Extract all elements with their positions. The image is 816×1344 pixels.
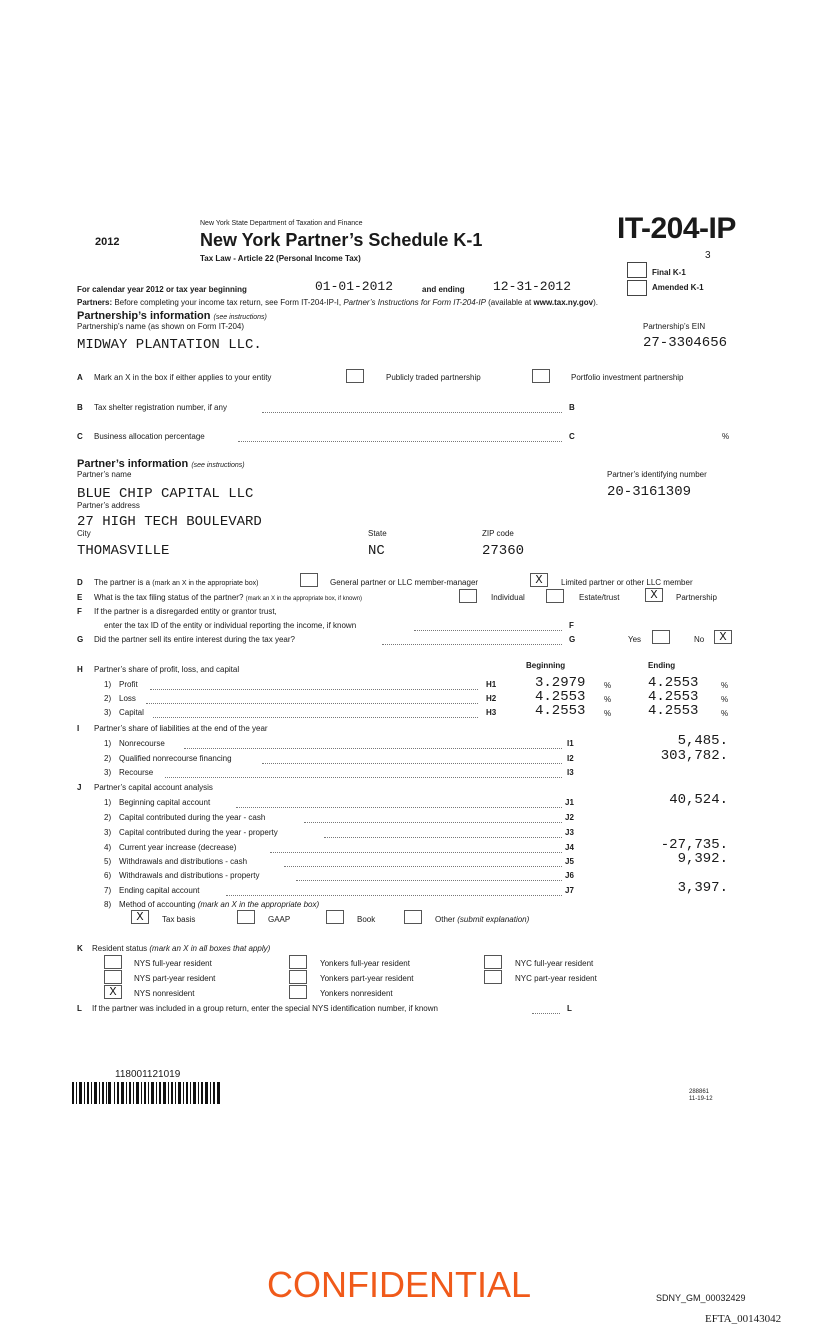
amended-k1-checkbox[interactable] (627, 280, 647, 296)
h3-label: Capital (119, 708, 144, 717)
nys-nonresident-label: NYS nonresident (134, 989, 195, 998)
partner-address-label: Partner’s address (77, 501, 140, 510)
j7-code: J7 (565, 886, 574, 895)
h2-begin: 4.2553 (535, 689, 586, 705)
line-l-text: If the partner was included in a group return, enter the special NYS identification number, if known (92, 1004, 438, 1013)
yonkers-full-year-label: Yonkers full-year resident (320, 959, 410, 968)
j4-label: Current year increase (decrease) (119, 843, 237, 852)
line-c-pct: % (722, 432, 730, 441)
h2-label: Loss (119, 694, 136, 703)
barcode-image (72, 1082, 220, 1104)
j5-label: Withdrawals and distributions - cash (119, 857, 248, 866)
j6-label: Withdrawals and distributions - property (119, 871, 260, 880)
i3-num: 3) (104, 768, 112, 777)
j7-num: 7) (104, 886, 112, 895)
nyc-full-year-label: NYC full-year resident (515, 959, 594, 968)
h2-num: 2) (104, 694, 112, 703)
period-begin: 01-01-2012 (315, 279, 394, 294)
line-f-code: F (569, 621, 574, 630)
form-id: IT-204-IP (617, 212, 736, 245)
j6-code: J6 (565, 871, 574, 880)
form-code-2: 11-19-12 (689, 1096, 713, 1102)
j4-code: J4 (565, 843, 574, 852)
line-a-letter: A (77, 373, 83, 382)
line-k-letter: K (77, 944, 83, 953)
partners-note (77, 298, 598, 307)
yonkers-nonresident-checkbox[interactable] (289, 985, 307, 999)
h3-begin-pct: % (604, 709, 612, 718)
h1-begin-pct: % (604, 681, 612, 690)
ptp-checkbox[interactable] (346, 369, 364, 383)
j1-value: 40,524. (669, 792, 728, 808)
estate-trust-checkbox[interactable] (546, 589, 564, 603)
nyc-full-year-checkbox[interactable] (484, 955, 502, 969)
j8-num: 8) (104, 900, 112, 909)
line-d-letter: D (77, 578, 83, 587)
ending-header: Ending (648, 661, 676, 670)
i2-num: 2) (104, 754, 112, 763)
partner-name: BLUE CHIP CAPITAL LLC (77, 486, 254, 502)
h3-end-pct: % (721, 709, 729, 718)
j3-label: Capital contributed during the year - property (119, 828, 278, 837)
tax-basis-checkbox[interactable]: X (131, 910, 149, 924)
line-c-letter: C (77, 432, 83, 441)
partnership-name: MIDWAY PLANTATION LLC. (77, 337, 262, 353)
h2-begin-pct: % (604, 695, 612, 704)
partner-state: NC (368, 543, 385, 559)
line-h-text: Partner’s share of profit, loss, and capital (94, 665, 240, 674)
i1-value: 5,485. (677, 733, 728, 749)
general-partner-label: General partner or LLC member-manager (330, 578, 479, 587)
line-f-text1: If the partner is a disregarded entity or grantor trust, (94, 607, 277, 616)
barcode-number: 118001121019 (115, 1069, 181, 1080)
partnership-name-label: Partnership’s name (as shown on Form IT-204) (77, 322, 245, 331)
line-j-text: Partner’s capital account analysis (94, 783, 213, 792)
state-label: State (368, 529, 387, 538)
j7-value: 3,397. (677, 880, 728, 896)
partners-note-italic: Partner’s Instructions for Form IT-204-IP (343, 298, 486, 307)
line-c-code: C (569, 432, 575, 441)
limited-partner-checkbox[interactable]: X (530, 573, 548, 587)
line-g-text: Did the partner sell its entire interest during the tax year? (94, 635, 295, 644)
book-label: Book (357, 915, 376, 924)
zip-label: ZIP code (482, 529, 514, 538)
final-k1-label: Final K-1 (652, 268, 686, 277)
gaap-label: GAAP (268, 915, 291, 924)
i1-label: Nonrecourse (119, 739, 165, 748)
h1-begin: 3.2979 (535, 675, 586, 691)
book-checkbox[interactable] (326, 910, 344, 924)
ptp-label: Publicly traded partnership (386, 373, 481, 382)
partnership-ein-label: Partnership’s EIN (643, 322, 706, 331)
partner-id: 20-3161309 (607, 484, 692, 500)
j2-code: J2 (565, 813, 574, 822)
tax-basis-label: Tax basis (162, 915, 196, 924)
tax-law: Tax Law - Article 22 (Personal Income Tax) (200, 254, 361, 263)
j1-code: J1 (565, 798, 574, 807)
partnership-heading: Partnership’s information (see instructions) (77, 310, 267, 322)
other-method-checkbox[interactable] (404, 910, 422, 924)
partner-address: 27 HIGH TECH BOULEVARD (77, 514, 262, 530)
line-h-letter: H (77, 665, 83, 674)
partnership-ein: 27-3304656 (643, 335, 728, 351)
line-j-letter: J (77, 783, 82, 792)
confidential-stamp: CONFIDENTIAL (267, 1264, 532, 1305)
limited-partner-label: Limited partner or other LLC member (561, 578, 693, 587)
yonkers-part-year-label: Yonkers part-year resident (320, 974, 414, 983)
j6-num: 6) (104, 871, 112, 880)
general-partner-checkbox[interactable] (300, 573, 318, 587)
h3-code: H3 (486, 708, 497, 717)
h2-end: 4.2553 (648, 689, 699, 705)
gaap-checkbox[interactable] (237, 910, 255, 924)
j4-value: -27,735. (660, 837, 728, 853)
page-number: 3 (705, 250, 711, 261)
j3-code: J3 (565, 828, 574, 837)
tax-year: 2012 (95, 236, 120, 248)
h1-num: 1) (104, 680, 112, 689)
bates-number: SDNY_GM_00032429 (656, 1293, 746, 1303)
j8-text: Method of accounting (mark an X in the appropriate box) (119, 900, 320, 909)
line-d-text: The partner is a (mark an X in the appropriate box) (94, 578, 259, 587)
line-e-letter: E (77, 593, 83, 602)
nyc-part-year-label: NYC part-year resident (515, 974, 597, 983)
line-l-letter: L (77, 1004, 82, 1013)
line-e-text: What is the tax filing status of the partner? (mark an X in the appropriate box, if known) (94, 593, 363, 602)
other-method-label: Other (submit explanation) (435, 915, 530, 924)
form-title: New York Partner’s Schedule K-1 (200, 230, 483, 250)
period-end-label: and ending (422, 285, 465, 294)
line-f-letter: F (77, 607, 82, 616)
sold-no-checkbox[interactable]: X (714, 630, 732, 644)
line-g-no-label: No (694, 635, 705, 644)
partners-note-end: ). (593, 298, 598, 307)
partner-id-label: Partner’s identifying number (607, 470, 707, 479)
beginning-header: Beginning (526, 661, 566, 670)
j7-label: Ending capital account (119, 886, 200, 895)
h1-code: H1 (486, 680, 497, 689)
j3-num: 3) (104, 828, 112, 837)
h1-end-pct: % (721, 681, 729, 690)
h2-code: H2 (486, 694, 497, 703)
nys-full-year-checkbox[interactable] (104, 955, 122, 969)
individual-label: Individual (491, 593, 525, 602)
h1-label: Profit (119, 680, 138, 689)
j5-code: J5 (565, 857, 574, 866)
partnership-status-label: Partnership (676, 593, 717, 602)
amended-k1-label: Amended K-1 (652, 283, 704, 292)
nyc-part-year-checkbox[interactable] (484, 970, 502, 984)
h3-begin: 4.2553 (535, 703, 586, 719)
i1-num: 1) (104, 739, 112, 748)
line-g-letter: G (77, 635, 84, 644)
tax-website-link[interactable]: www.tax.ny.gov (533, 298, 594, 307)
nys-part-year-label: NYS part-year resident (134, 974, 216, 983)
final-k1-checkbox[interactable] (627, 262, 647, 278)
pip-label: Portfolio investment partnership (571, 373, 684, 382)
partner-zip: 27360 (482, 543, 525, 559)
j1-num: 1) (104, 798, 112, 807)
partners-note-pre: Before completing your income tax return, see Form IT-204-IP-I, (112, 298, 344, 307)
i2-code: I2 (567, 754, 574, 763)
yonkers-full-year-checkbox[interactable] (289, 955, 307, 969)
line-f-text2: enter the tax ID of the entity or individual reporting the income, if known (104, 621, 357, 630)
nys-full-year-label: NYS full-year resident (134, 959, 212, 968)
partner-city: THOMASVILLE (77, 543, 170, 559)
form-code-1: 288861 (689, 1089, 710, 1095)
line-l-code: L (567, 1004, 572, 1013)
pip-checkbox[interactable] (532, 369, 550, 383)
nys-nonresident-checkbox[interactable]: X (104, 985, 122, 999)
h1-end: 4.2553 (648, 675, 699, 691)
i1-code: I1 (567, 739, 574, 748)
period-end: 12-31-2012 (493, 279, 572, 294)
line-g-yes-label: Yes (628, 635, 642, 644)
j2-label: Capital contributed during the year - cash (119, 813, 266, 822)
line-c-text: Business allocation percentage (94, 432, 205, 441)
h3-num: 3) (104, 708, 112, 717)
j1-label: Beginning capital account (119, 798, 211, 807)
estate-trust-label: Estate/trust (579, 593, 620, 602)
partner-heading: Partner’s information (see instructions) (77, 458, 245, 470)
i2-label: Qualified nonrecourse financing (119, 754, 232, 763)
agency-name: New York State Department of Taxation and Finance (200, 220, 363, 227)
yonkers-nonresident-label: Yonkers nonresident (320, 989, 393, 998)
line-b-code: B (569, 403, 575, 412)
sold-yes-checkbox[interactable] (652, 630, 670, 644)
j2-num: 2) (104, 813, 112, 822)
j5-value: 9,392. (677, 851, 728, 867)
line-i-text: Partner’s share of liabilities at the end of the year (94, 724, 268, 733)
line-g-code: G (569, 635, 576, 644)
partners-note-bold: Partners: (77, 298, 113, 307)
i3-label: Recourse (119, 768, 154, 777)
line-b-letter: B (77, 403, 83, 412)
line-a-text: Mark an X in the box if either applies to your entity (94, 373, 272, 382)
city-label: City (77, 529, 91, 538)
h3-end: 4.2553 (648, 703, 699, 719)
line-b-text: Tax shelter registration number, if any (94, 403, 227, 412)
i2-value: 303,782. (660, 748, 728, 764)
individual-checkbox[interactable] (459, 589, 477, 603)
efta-number: EFTA_00143042 (705, 1313, 782, 1325)
line-i-letter: I (77, 724, 80, 733)
h2-end-pct: % (721, 695, 729, 704)
j4-num: 4) (104, 843, 112, 852)
partners-note-post: (available at (485, 298, 534, 307)
period-label: For calendar year 2012 or tax year beginning (77, 285, 247, 294)
j5-num: 5) (104, 857, 112, 866)
i3-code: I3 (567, 768, 574, 777)
yonkers-part-year-checkbox[interactable] (289, 970, 307, 984)
partner-name-label: Partner’s name (77, 470, 132, 479)
nys-part-year-checkbox[interactable] (104, 970, 122, 984)
partnership-status-checkbox[interactable]: X (645, 588, 663, 602)
line-k-text: Resident status (mark an X in all boxes that apply) (92, 944, 271, 953)
